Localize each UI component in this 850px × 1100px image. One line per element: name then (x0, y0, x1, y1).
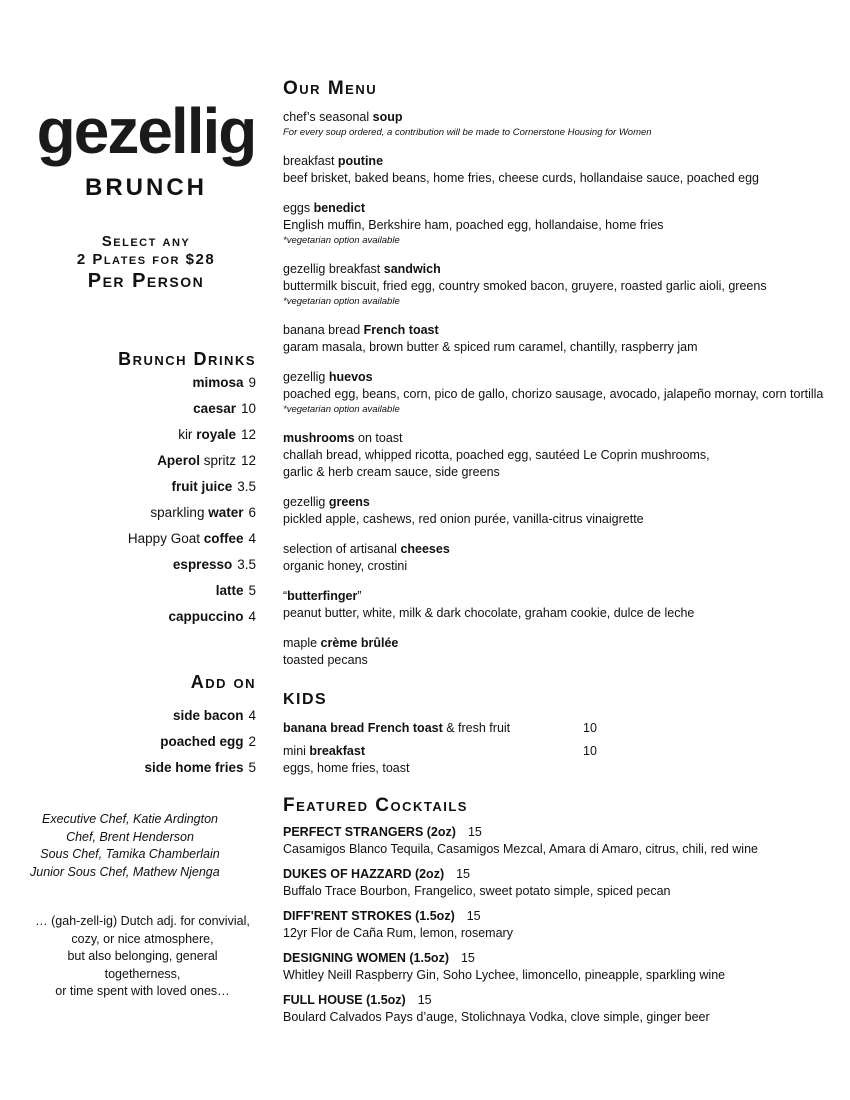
chef-credit: Chef, Brent Henderson (66, 829, 194, 844)
chef-credit: Executive Chef, Katie Ardington (41, 812, 219, 826)
cocktail-description: Casamigos Blanco Tequila, Casamigos Mezcal, Amara di Amaro, citrus, chili, red wine (283, 842, 758, 856)
drink-item (128, 474, 256, 500)
cocktail-price: 15 (460, 951, 475, 965)
drink-price: 3.5 (237, 479, 256, 494)
menu-item-description: peanut butter, white, milk & dark chocolate, graham cookie, dulce de leche (283, 606, 695, 620)
item-name-prefix: banana bread (283, 323, 364, 337)
menu-item-description: challah bread, whipped ricotta, poached egg, sautéed Le Coprin mushrooms, (283, 448, 710, 462)
item-name-bold: fruit juice (171, 479, 233, 494)
menu-item (283, 153, 843, 187)
brand-logo: gezellig (36, 95, 256, 167)
item-name-suffix: on toast (354, 431, 403, 445)
addon-name: side bacon (172, 708, 244, 723)
drink-price: 9 (248, 375, 256, 390)
drink-price: 4 (248, 531, 256, 546)
cocktail-price: 15 (467, 825, 482, 839)
cocktails-list (283, 824, 758, 1034)
drink-item (128, 552, 256, 578)
cocktail-description: 12yr Flor de Caña Rum, lemon, rosemary (283, 926, 513, 940)
kids-item (283, 743, 613, 777)
chef-credits (0, 811, 260, 881)
menu-list (283, 109, 843, 682)
definition-line: togetherness, (104, 966, 181, 981)
item-name-bold: benedict (313, 201, 365, 215)
cocktail-item (283, 950, 758, 984)
item-name-prefix: Happy Goat (127, 531, 204, 546)
cocktail-description: Whitley Neill Raspberry Gin, Soho Lychee, limoncello, pineapple, sparkling wine (283, 968, 726, 982)
item-name-bold: huevos (328, 370, 373, 384)
item-name-bold: banana bread French toast (283, 721, 443, 735)
addon-name: poached egg (160, 734, 244, 749)
kids-item-name (283, 743, 613, 760)
kids-title: KIDS (283, 691, 328, 708)
cocktail-name-row (283, 908, 758, 925)
item-name-bold: mushrooms (283, 431, 355, 445)
cocktail-item (283, 824, 758, 858)
menu-item-note: *vegetarian option available (283, 404, 400, 415)
menu-item-name (283, 588, 843, 605)
addon-title: Add on (190, 672, 256, 692)
menu-item-name (283, 322, 843, 339)
item-name-bold: greens (328, 495, 370, 509)
addon-price: 4 (248, 708, 256, 723)
menu-item-description: toasted pecans (283, 653, 368, 667)
menu-item (283, 635, 843, 669)
menu-item (283, 261, 843, 309)
addon-price: 5 (248, 760, 256, 775)
item-name-bold: sandwich (383, 262, 441, 276)
price-deal (28, 233, 264, 293)
menu-item-description: buttermilk biscuit, fried egg, country smoked bacon, gruyere, roasted garlic aioli, greens (283, 279, 767, 293)
item-name-bold: cheeses (400, 542, 450, 556)
menu-item-name (283, 261, 843, 278)
kids-item-price: 10 (583, 721, 597, 735)
item-name-bold: crème brûlée (320, 636, 399, 650)
item-name-prefix: sparkling (150, 505, 209, 520)
item-name-prefix: breakfast (283, 154, 338, 168)
cocktails-title: Featured Cocktails (283, 795, 468, 816)
addon-item (144, 755, 256, 781)
menu-item-description: English muffin, Berkshire ham, poached egg, hollandaise, home fries (283, 218, 664, 232)
item-name-prefix: selection of artisanal (283, 542, 401, 556)
drink-price: 4 (248, 609, 256, 624)
menu-item-note: For every soup ordered, a contribution will be made to Cornerstone Housing for Women (283, 127, 652, 138)
cocktail-name: FULL HOUSE (1.5oz) (283, 993, 406, 1007)
deal-line: 2 Plates for $28 (76, 251, 216, 268)
menu-item-description: beef brisket, baked beans, home fries, cheese curds, hollandaise sauce, poached egg (283, 171, 760, 185)
item-name-prefix: chef’s seasonal (283, 110, 373, 124)
drink-item (128, 604, 256, 630)
item-name-prefix: gezellig (283, 495, 329, 509)
item-name-prefix: gezellig (283, 370, 329, 384)
menu-item-description: garlic & herb cream sauce, side greens (283, 465, 500, 479)
drink-item (128, 578, 256, 604)
chef-credit: Sous Chef, Tamika Chamberlain (40, 847, 220, 861)
item-name-bold: soup (372, 110, 403, 124)
cocktail-price: 15 (417, 993, 432, 1007)
item-name-suffix: & fresh fruit (442, 721, 511, 735)
gezellig-definition (0, 913, 285, 1001)
drink-item (128, 370, 256, 396)
menu-item-name (283, 109, 843, 126)
item-name-suffix: spritz (199, 453, 236, 468)
item-name-bold: French toast (363, 323, 439, 337)
menu-item-note: *vegetarian option available (283, 235, 400, 246)
menu-item-name (283, 635, 843, 652)
drink-price: 6 (248, 505, 256, 520)
definition-line: cozy, or nice atmosphere, (71, 931, 214, 946)
drink-item (128, 396, 256, 422)
cocktail-description: Boulard Calvados Pays d’auge, Stolichnaya Vodka, clove simple, ginger beer (283, 1010, 710, 1024)
cocktail-name-row (283, 992, 758, 1009)
drink-price: 10 (240, 401, 256, 416)
kids-item-description: eggs, home fries, toast (283, 761, 410, 775)
drink-price: 12 (240, 427, 256, 442)
drink-item (128, 448, 256, 474)
menu-item-name (283, 494, 843, 511)
kids-item-price: 10 (583, 744, 597, 758)
chef-credit: Junior Sous Chef, Mathew Njenga (30, 864, 220, 879)
item-name-prefix: “ (283, 589, 288, 603)
addon-price: 2 (248, 734, 256, 749)
menu-item-note: *vegetarian option available (283, 296, 400, 307)
item-name-prefix: maple (283, 636, 321, 650)
deal-line: Select any (101, 233, 191, 250)
drink-price: 12 (240, 453, 256, 468)
addon-item (144, 703, 256, 729)
item-name-suffix: ” (357, 589, 362, 603)
cocktail-description: Buffalo Trace Bourbon, Frangelico, sweet potato simple, spiced pecan (283, 884, 671, 898)
menu-item (283, 541, 843, 575)
item-name-bold: latte (215, 583, 244, 598)
cocktail-name-row (283, 824, 758, 841)
menu-item-name (283, 369, 843, 386)
menu-item (283, 200, 843, 248)
menu-item (283, 322, 843, 356)
menu-item (283, 588, 843, 622)
item-name-bold: butterfinger (287, 589, 358, 603)
brand-subtitle: BRUNCH (85, 174, 207, 201)
cocktail-name-row (283, 950, 758, 967)
menu-item-description: poached egg, beans, corn, pico de gallo, chorizo sausage, avocado, jalapeño mornay, corn tortilla (283, 387, 824, 401)
cocktail-item (283, 908, 758, 942)
item-name-bold: breakfast (309, 744, 365, 758)
item-name-prefix: mini (283, 744, 310, 758)
drink-item (128, 500, 256, 526)
item-name-bold: coffee (203, 531, 244, 546)
cocktail-name: DUKES OF HAZZARD (2oz) (283, 867, 445, 881)
drinks-title: Brunch Drinks (118, 349, 256, 369)
drinks-list (128, 370, 256, 630)
definition-line: or time spent with loved ones… (55, 984, 230, 998)
drink-price: 5 (248, 583, 256, 598)
addon-item (144, 729, 256, 755)
cocktail-price: 15 (456, 867, 471, 881)
item-name-bold: poutine (337, 154, 384, 168)
cocktail-name: DESIGNING WOMEN (1.5oz) (283, 951, 449, 965)
drink-price: 3.5 (237, 557, 256, 572)
menu-item (283, 494, 843, 528)
definition-line: but also belonging, general (67, 949, 218, 963)
cocktail-item (283, 992, 758, 1026)
item-name-bold: caesar (193, 401, 236, 416)
item-name-prefix: gezellig breakfast (283, 262, 384, 276)
menu-item-description: garam masala, brown butter & spiced rum caramel, chantilly, raspberry jam (283, 340, 698, 354)
menu-item-name (283, 430, 843, 447)
item-name-bold: espresso (172, 557, 233, 572)
menu-item (283, 430, 843, 481)
menu-item-description: organic honey, crostini (283, 559, 408, 573)
menu-item (283, 109, 843, 140)
addon-name: side home fries (144, 760, 244, 775)
menu-item-name (283, 541, 843, 558)
item-name-bold: Aperol (157, 453, 200, 468)
item-name-bold: royale (196, 427, 236, 442)
item-name-prefix: eggs (283, 201, 314, 215)
definition-line: … (gah-zell-ig) Dutch adj. for convivial, (35, 914, 250, 928)
item-name-prefix: kir (178, 427, 197, 442)
menu-item-name (283, 153, 843, 170)
menu-item-description: pickled apple, cashews, red onion purée, vanilla-citrus vinaigrette (283, 512, 644, 526)
menu-title: Our Menu (283, 78, 378, 99)
drink-item (128, 422, 256, 448)
deal-line: Per Person (87, 270, 205, 292)
cocktail-name-row (283, 866, 758, 883)
kids-item-name (283, 720, 613, 737)
drink-item (128, 526, 256, 552)
addon-list (144, 703, 256, 781)
cocktail-name: PERFECT STRANGERS (2oz) (283, 825, 456, 839)
item-name-bold: water (208, 505, 244, 520)
menu-item-name (283, 200, 843, 217)
kids-list (283, 720, 613, 783)
cocktail-item (283, 866, 758, 900)
cocktail-name: DIFF'RENT STROKES (1.5oz) (283, 909, 455, 923)
cocktail-price: 15 (466, 909, 481, 923)
menu-item (283, 369, 843, 417)
kids-item (283, 720, 613, 737)
item-name-bold: cappuccino (168, 609, 244, 624)
item-name-bold: mimosa (192, 375, 244, 390)
